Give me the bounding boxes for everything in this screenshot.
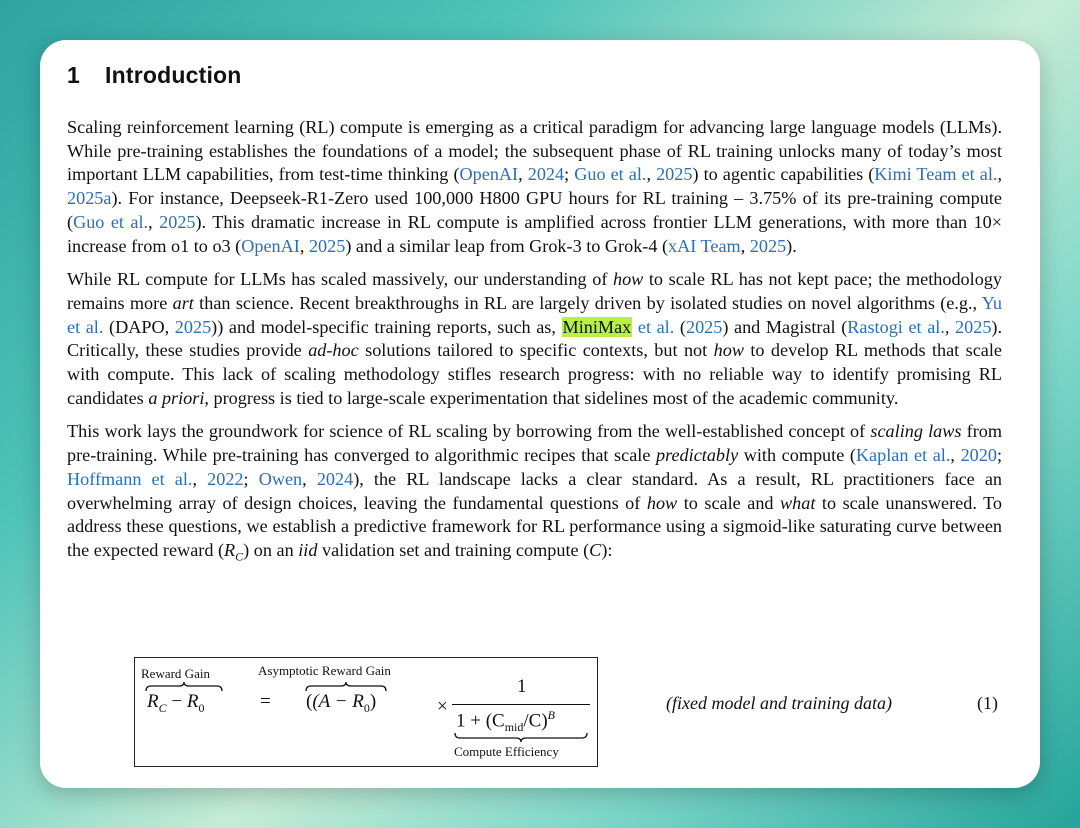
citation-link[interactable]: Rastogi et al. xyxy=(847,316,945,337)
citation-link[interactable]: 2025a xyxy=(67,188,112,209)
text-run: , progress is tied to large-scale experimentation that sidelines most of the academic community. xyxy=(204,387,899,408)
text-run: , xyxy=(299,235,309,256)
citation-link[interactable]: 2025 xyxy=(159,211,196,232)
citation-link[interactable]: Kimi Team et al. xyxy=(874,164,998,185)
text-run: , xyxy=(950,445,961,466)
text-run: ): xyxy=(601,539,613,560)
citation-link[interactable]: xAI Team xyxy=(668,235,741,256)
fraction-bar xyxy=(452,704,590,705)
section-title: Introduction xyxy=(105,62,242,88)
asymptotic-label: Asymptotic Reward Gain xyxy=(258,663,391,678)
text-run: )) and model-specific training reports, such as, xyxy=(211,316,562,337)
section-number: 1 xyxy=(67,62,80,88)
emphasis-text: how xyxy=(713,340,744,361)
equation-number: (1) xyxy=(977,693,998,713)
text-run: This work lays the groundwork for science of RL scaling by borrowing from the well-established concept of xyxy=(67,421,871,442)
underbrace-compute-efficiency xyxy=(454,732,588,742)
paragraph-2 xyxy=(67,268,1002,410)
subscript: C xyxy=(235,549,244,564)
text-run: to scale RL has not kept pace; the methodology remains more xyxy=(67,269,1002,313)
emphasis-text: a priori xyxy=(148,387,205,408)
fraction-denominator: $1 + (C_{mid}/C)^B$ xyxy=(456,708,556,735)
equation-box xyxy=(134,657,598,767)
citation-link[interactable]: Guo et al. xyxy=(73,211,149,232)
reward-gain-label: Reward Gain xyxy=(141,666,210,681)
text-run: ) and a similar leap from Grok-3 to Grok-4 ( xyxy=(345,235,669,256)
text-run: ; xyxy=(996,445,1002,466)
citation-link[interactable]: Hoffmann et al. xyxy=(67,468,193,489)
text-run: than science. Recent breakthroughs in RL are largely driven by isolated studies on novel algorithms (e.g., xyxy=(193,292,982,313)
citation-link[interactable]: 2024 xyxy=(527,164,565,185)
text-run: , xyxy=(740,235,750,256)
paragraph-3 xyxy=(67,420,1002,569)
text-run: to scale unanswered. To address these questions, we establish a predictive framework for RL performance using a sigmoid-like saturating curve between the expected reward ( xyxy=(67,492,1002,560)
citation-link[interactable]: 2025 xyxy=(685,316,723,337)
fraction-numerator: 1 xyxy=(517,676,527,697)
emphasis-text: C xyxy=(589,539,602,560)
citation-link[interactable]: 2025 xyxy=(749,235,787,256)
text-run: ) to agentic capabilities ( xyxy=(692,164,875,185)
citation-link[interactable]: et al. xyxy=(632,316,675,337)
text-run: ). For instance, Deepseek-R1-Zero used 100,000 H800 GPU hours for RL training – 3.75% of its pre-training compute ( xyxy=(67,188,1002,232)
emphasis-text: art xyxy=(172,292,194,313)
citation-link[interactable]: Kaplan et al. xyxy=(855,445,951,466)
text-run: ; xyxy=(564,164,575,185)
lhs-expression: $R_C - R_0$ xyxy=(147,691,205,715)
text-run: solutions tailored to specific contexts, but not xyxy=(358,340,714,361)
text-run: , xyxy=(518,164,528,185)
emphasis-text: ad-hoc xyxy=(308,340,359,361)
paragraph-1 xyxy=(67,116,1002,258)
emphasis-text: what xyxy=(780,492,816,513)
citation-link[interactable]: 2025 xyxy=(955,316,992,337)
emphasis-text: iid xyxy=(298,539,318,560)
citation-link[interactable]: 2024 xyxy=(316,468,354,489)
emphasis-text: scaling laws xyxy=(870,421,962,442)
citation-link[interactable]: 2025 xyxy=(656,164,693,185)
text-run: with compute ( xyxy=(738,445,856,466)
times-sign: × xyxy=(437,696,448,717)
text-run: While RL compute for LLMs has scaled massively, our understanding of xyxy=(67,269,613,290)
emphasis-text: how xyxy=(612,269,644,290)
text-run: ), the RL landscape lacks a clear standard. As a result, RL practitioners face an overwhelming array of design choices, leaving the fundamental questions of xyxy=(67,468,1003,513)
paper-card xyxy=(40,40,1040,788)
text-run: , xyxy=(997,164,1003,185)
text-run: ). xyxy=(786,235,797,256)
text-run: ; xyxy=(243,468,259,489)
asymptotic-term: ($(A - R_0)$ xyxy=(306,691,377,715)
citation-link[interactable]: OpenAI xyxy=(241,235,300,256)
equals-sign: = xyxy=(260,691,271,712)
section-heading xyxy=(67,62,1002,89)
text-run: ) on an xyxy=(243,539,299,560)
text-run: ( xyxy=(674,316,686,337)
text-run: to develop RL methods that scale with compute. This lack of scaling methodology stifles research progress: with no reliable way to identify promising RL candidates xyxy=(67,340,1002,408)
text-run: , xyxy=(302,468,317,489)
text-run: validation set and training compute ( xyxy=(317,539,590,560)
citation-link[interactable]: 2025 xyxy=(308,235,346,256)
text-run: to scale and xyxy=(677,492,781,513)
text-run: ). Critically, these studies provide xyxy=(67,316,1003,361)
citation-link[interactable]: 2020 xyxy=(960,445,997,466)
emphasis-text: how xyxy=(646,492,678,513)
citation-link[interactable]: 2022 xyxy=(207,468,244,489)
citation-link[interactable]: Owen xyxy=(258,468,303,489)
text-run: , xyxy=(148,211,160,232)
text-run: from pre-training. While pre-training has converged to algorithmic recipes that scale xyxy=(67,421,1002,466)
text-run: (DAPO, xyxy=(103,316,175,337)
text-run: , xyxy=(646,164,657,185)
equation-condition: (fixed model and training data) xyxy=(666,693,892,713)
text-run: , xyxy=(944,316,956,337)
citation-link[interactable]: Yu et al. xyxy=(67,292,1002,337)
text-run: ) and Magistral ( xyxy=(722,316,848,337)
citation-link[interactable]: OpenAI xyxy=(459,164,519,185)
compute-efficiency-label: Compute Efficiency xyxy=(454,744,559,759)
emphasis-text: R xyxy=(224,539,236,560)
text-run: , xyxy=(192,468,208,489)
highlighted-text: MiniMax xyxy=(562,316,632,337)
citation-link[interactable]: 2025 xyxy=(174,316,212,337)
text-run: Scaling reinforcement learning (RL) compute is emerging as a critical paradigm for advancing large language models (LLMs). While pre-training establishes the foundations of a model; the subsequent phase of RL training unlocks many of today’s most important LLM capabilities, from test-time thinking ( xyxy=(67,117,1002,185)
text-run: ). This dramatic increase in RL compute is amplified across frontier LLM generations, with more than 10× increase from o1 to o3 ( xyxy=(67,211,1003,256)
citation-link[interactable]: Guo et al. xyxy=(574,164,647,185)
emphasis-text: predictably xyxy=(655,445,739,466)
